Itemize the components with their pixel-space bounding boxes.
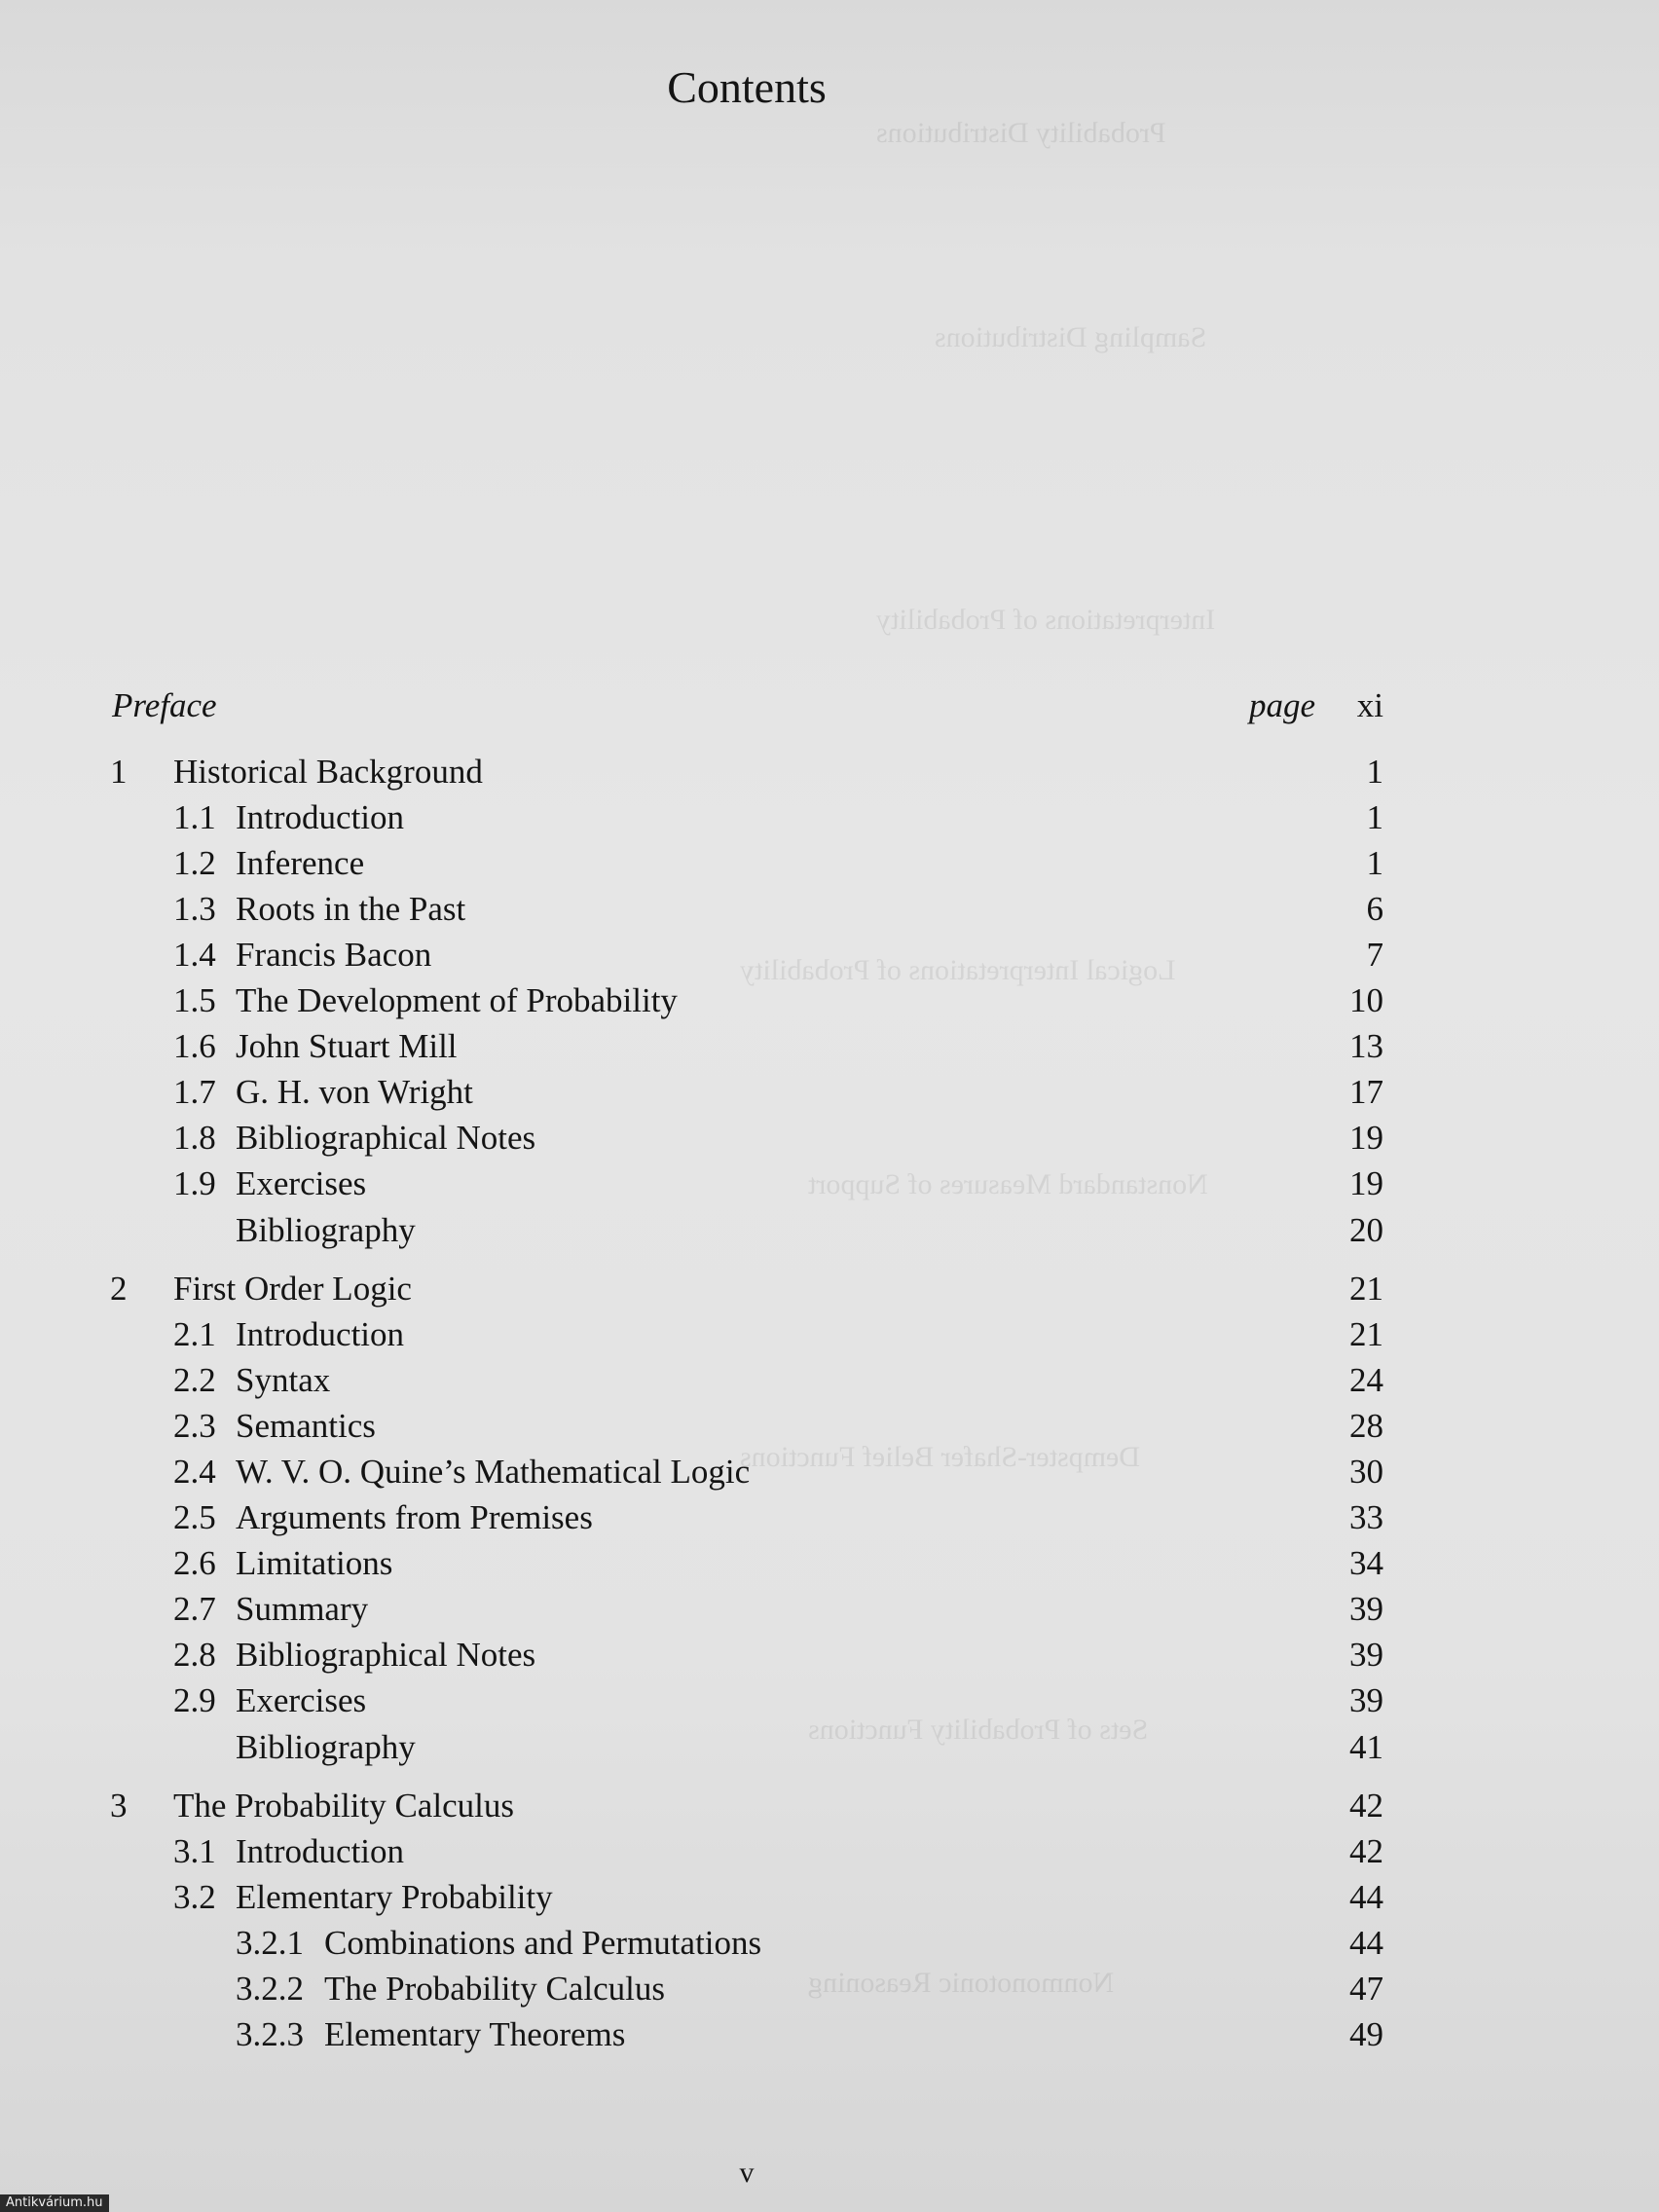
page-number: 28 xyxy=(1349,1407,1383,1445)
toc-chapter-row[interactable] xyxy=(0,1784,1659,1828)
toc-section-row[interactable] xyxy=(0,1404,1659,1449)
section-title: Francis Bacon xyxy=(236,936,432,974)
subsection-title: Combinations and Permutations xyxy=(324,1924,762,1962)
toc-subsection-row[interactable] xyxy=(0,2012,1659,2057)
section-title: G. H. von Wright xyxy=(236,1073,473,1111)
chapter-number: 1 xyxy=(110,753,128,791)
section-number: 2.4 xyxy=(173,1453,216,1491)
section-title: Semantics xyxy=(236,1407,376,1445)
page-number: 17 xyxy=(1349,1073,1383,1111)
chapter-number: 2 xyxy=(110,1270,128,1308)
section-number: 1.4 xyxy=(173,936,216,974)
section-number: 3.1 xyxy=(173,1832,216,1870)
toc-section-row[interactable] xyxy=(0,1116,1659,1161)
page-column-header: page xyxy=(1249,686,1316,724)
section-number: 2.1 xyxy=(173,1315,216,1353)
page-number: 21 xyxy=(1349,1270,1383,1308)
section-number: 1.8 xyxy=(173,1119,216,1157)
section-number: 2.5 xyxy=(173,1498,216,1536)
page-number: 42 xyxy=(1349,1787,1383,1825)
chapter-title: Historical Background xyxy=(173,753,483,791)
toc-section-row[interactable] xyxy=(0,1495,1659,1540)
section-number: 2.6 xyxy=(173,1544,216,1582)
section-title: Bibliographical Notes xyxy=(236,1119,536,1157)
toc-section-row[interactable] xyxy=(0,1358,1659,1403)
section-number: 1.2 xyxy=(173,844,216,882)
section-title: Introduction xyxy=(236,798,405,836)
page-number: 7 xyxy=(1366,936,1383,974)
page-number: 19 xyxy=(1349,1119,1383,1157)
page-number: 20 xyxy=(1349,1211,1383,1249)
section-number: 1.7 xyxy=(173,1073,216,1111)
subsection-title: Elementary Theorems xyxy=(324,2015,626,2053)
subsection-number: 3.2.3 xyxy=(236,2015,304,2053)
toc-preface-row[interactable] xyxy=(0,682,1659,730)
page-number: xi xyxy=(1356,686,1383,724)
page-number: 6 xyxy=(1366,890,1383,928)
toc-section-row[interactable] xyxy=(0,1541,1659,1586)
toc-section-row[interactable] xyxy=(0,841,1659,886)
section-title: Bibliography xyxy=(236,1211,416,1249)
section-title: Exercises xyxy=(236,1681,367,1719)
page-number: 10 xyxy=(1349,981,1383,1019)
section-title: W. V. O. Quine’s Mathematical Logic xyxy=(236,1453,751,1491)
section-number: 1.1 xyxy=(173,798,216,836)
chapter-title: First Order Logic xyxy=(173,1270,412,1308)
toc-section-row[interactable] xyxy=(0,795,1659,840)
page-number: 24 xyxy=(1349,1361,1383,1399)
toc-section-row[interactable] xyxy=(0,1678,1659,1723)
page-number: 21 xyxy=(1349,1315,1383,1353)
section-number: 1.3 xyxy=(173,890,216,928)
preface-label: Preface xyxy=(112,686,217,724)
toc-subsection-row[interactable] xyxy=(0,1967,1659,2011)
section-title: Roots in the Past xyxy=(236,890,466,928)
show-through-decoration: Probability Distributions xyxy=(876,117,1166,149)
toc-section-row[interactable] xyxy=(0,1450,1659,1494)
section-title: Summary xyxy=(236,1590,369,1628)
page-number: 39 xyxy=(1349,1636,1383,1674)
section-number: 2.7 xyxy=(173,1590,216,1628)
page-number: 44 xyxy=(1349,1878,1383,1916)
section-number: 2.9 xyxy=(173,1681,216,1719)
page-number: 39 xyxy=(1349,1681,1383,1719)
toc-chapter-row[interactable] xyxy=(0,750,1659,794)
toc-section-row[interactable] xyxy=(0,1070,1659,1115)
section-title: Bibliographical Notes xyxy=(236,1636,536,1674)
section-number: 1.5 xyxy=(173,981,216,1019)
toc-section-row[interactable] xyxy=(0,1161,1659,1206)
page-number: 19 xyxy=(1349,1164,1383,1202)
page-number: 13 xyxy=(1349,1027,1383,1065)
toc-section-row[interactable] xyxy=(0,1875,1659,1920)
page-title: Contents xyxy=(667,62,827,112)
section-title: The Development of Probability xyxy=(236,981,678,1019)
page-number: 44 xyxy=(1349,1924,1383,1962)
section-title: Elementary Probability xyxy=(236,1878,553,1916)
section-number: 1.9 xyxy=(173,1164,216,1202)
chapter-number: 3 xyxy=(110,1787,128,1825)
show-through-decoration: Dempster-Shafer Belief Functions xyxy=(740,1441,1140,1473)
toc-section-row[interactable] xyxy=(0,978,1659,1023)
toc-section-row[interactable] xyxy=(0,1633,1659,1677)
page-number: 42 xyxy=(1349,1832,1383,1870)
subsection-title: The Probability Calculus xyxy=(324,1970,665,2008)
toc-section-row[interactable] xyxy=(0,933,1659,977)
toc-section-row[interactable] xyxy=(0,1829,1659,1874)
page-number: 34 xyxy=(1349,1544,1383,1582)
subsection-number: 3.2.1 xyxy=(236,1924,304,1962)
show-through-decoration: Sets of Probability Functions xyxy=(808,1714,1149,1746)
section-title: Introduction xyxy=(236,1315,405,1353)
section-number: 3.2 xyxy=(173,1878,216,1916)
show-through-decoration: Nonmonotonic Reasoning xyxy=(808,1967,1115,1999)
toc-section-row[interactable] xyxy=(0,1312,1659,1357)
section-title: Exercises xyxy=(236,1164,367,1202)
section-title: Syntax xyxy=(236,1361,331,1399)
section-title: Arguments from Premises xyxy=(236,1498,593,1536)
page-number: 1 xyxy=(1366,798,1383,836)
page-number: 1 xyxy=(1366,844,1383,882)
subsection-number: 3.2.2 xyxy=(236,1970,304,2008)
section-number: 2.3 xyxy=(173,1407,216,1445)
section-title: Inference xyxy=(236,844,365,882)
section-title: Introduction xyxy=(236,1832,405,1870)
show-through-decoration: Sampling Distributions xyxy=(935,321,1207,353)
page-number: 49 xyxy=(1349,2015,1383,2053)
section-number: 2.2 xyxy=(173,1361,216,1399)
page-number: 39 xyxy=(1349,1590,1383,1628)
toc-chapter-row[interactable] xyxy=(0,1267,1659,1311)
page-number: 1 xyxy=(1366,753,1383,791)
section-title: John Stuart Mill xyxy=(236,1027,458,1065)
page-folio: v xyxy=(739,2157,755,2189)
show-through-decoration: Nonstandard Measures of Support xyxy=(808,1168,1208,1200)
section-title: Bibliography xyxy=(236,1728,416,1766)
page-number: 30 xyxy=(1349,1453,1383,1491)
toc-section-row[interactable] xyxy=(0,1587,1659,1632)
toc-bibliography-row[interactable] xyxy=(0,1725,1659,1770)
toc-subsection-row[interactable] xyxy=(0,1921,1659,1966)
toc-section-row[interactable] xyxy=(0,1024,1659,1069)
section-number: 2.8 xyxy=(173,1636,216,1674)
page-number: 41 xyxy=(1349,1728,1383,1766)
page-number: 33 xyxy=(1349,1498,1383,1536)
show-through-decoration: Logical Interpretations of Probability xyxy=(740,954,1176,986)
section-title: Limitations xyxy=(236,1544,393,1582)
chapter-title: The Probability Calculus xyxy=(173,1787,514,1825)
page-number: 47 xyxy=(1349,1970,1383,2008)
toc-section-row[interactable] xyxy=(0,887,1659,932)
show-through-decoration: Interpretations of Probability xyxy=(876,604,1216,636)
section-number: 1.6 xyxy=(173,1027,216,1065)
watermark: Antikvárium.hu xyxy=(0,2194,109,2212)
toc-bibliography-row[interactable] xyxy=(0,1208,1659,1253)
